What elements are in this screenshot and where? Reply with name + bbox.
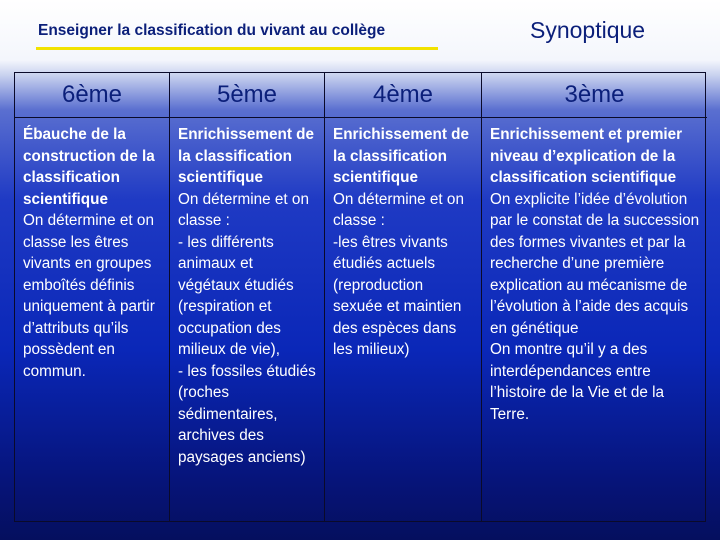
column-text: -les êtres vivants étudiés actuels (reproduction sexuée et maintien des espèces dans les milieux) xyxy=(333,233,462,358)
column-3eme xyxy=(482,118,707,521)
column-text: On détermine et on classe : xyxy=(178,190,309,229)
synoptique-title: Synoptique xyxy=(530,17,646,43)
level-header-6eme: 6ème xyxy=(15,73,170,118)
column-text: On détermine et on classe les êtres vivants en groupes emboîtés définis uniquement à partir d’attributs qu’ils possèdent en commun. xyxy=(23,212,155,380)
column-text: On montre qu’il y a des interdépendances entre l’histoire de la Vie et de la Terre. xyxy=(490,341,665,423)
level-header-5eme: 5ème xyxy=(170,73,325,118)
column-text: On détermine et on classe : xyxy=(333,190,464,229)
column-5eme xyxy=(170,118,325,521)
synoptic-table xyxy=(14,72,706,522)
column-text: - les fossiles étudiés (roches sédimentaires, archives des paysages anciens) xyxy=(178,362,316,466)
title-underline xyxy=(36,47,438,50)
column-text: - les différents animaux et végétaux étudiés (respiration et occupation des milieux de vie), xyxy=(178,233,294,358)
level-header-4eme: 4ème xyxy=(325,73,482,118)
level-header-3eme: 3ème xyxy=(482,73,707,118)
page-title: Enseigner la classification du vivant au collège xyxy=(38,22,386,39)
column-heading: Enrichissement de la classification scientifique xyxy=(178,126,315,186)
column-text: On explicite l’idée d’évolution par le constat de la succession des formes vivantes et par la recherche d’une première explication au mécanisme de l’évolution à l’aide des acquis en génétique xyxy=(490,190,700,337)
column-heading: Ébauche de la construction de la classification scientifique xyxy=(23,126,155,208)
column-heading: Enrichissement de la classification scientifique xyxy=(333,126,470,186)
column-6eme xyxy=(15,118,170,521)
column-4eme xyxy=(325,118,482,521)
column-heading: Enrichissement et premier niveau d’explication de la classification scientifique xyxy=(490,126,683,186)
